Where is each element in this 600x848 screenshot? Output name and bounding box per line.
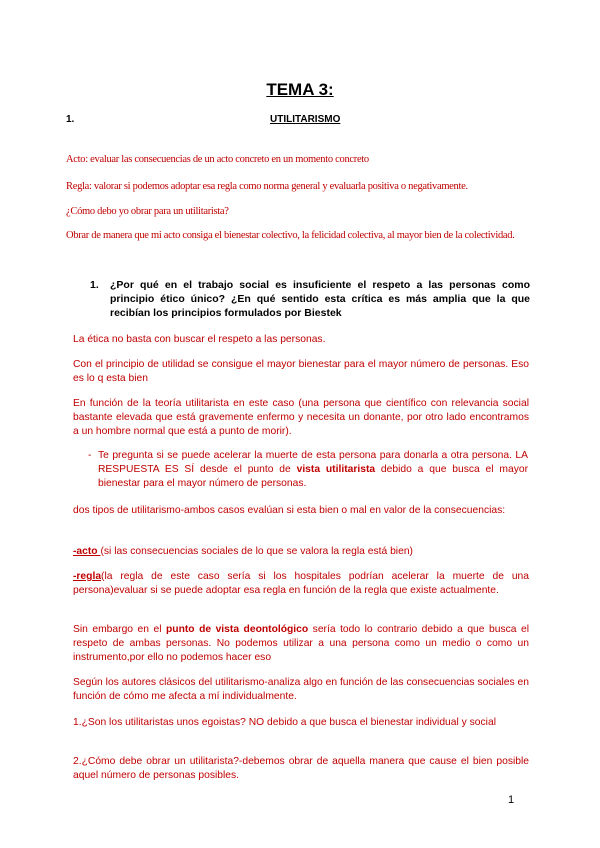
regla-definition bbox=[73, 570, 529, 598]
bullet-item bbox=[88, 449, 528, 491]
page-number: 1 bbox=[508, 794, 515, 806]
paragraph-5: Sin embargo en el punto de vista deontológico sería todo lo contrario debido a que busca el respeto de ambas personas. No podemos utilizar a una persona como un medio o como un instrumento,por ello no podemos hacer eso bbox=[73, 624, 529, 663]
paragraph-4: dos tipos de utilitarismo-ambos casos evalúan si esta bien o mal en valor de la consecuencias: bbox=[73, 505, 506, 516]
acto-definition bbox=[73, 545, 529, 559]
paragraph-7: 1.¿Son los utilitaristas unos egoistas? NO debido a que busca el bienestar individual y social bbox=[73, 717, 496, 728]
note-question: ¿Cómo debo yo obrar para un utilitarista? bbox=[66, 206, 229, 217]
question-1 bbox=[90, 278, 530, 320]
section-number: 1. bbox=[66, 114, 75, 125]
note-answer: Obrar de manera que mi acto consiga el bienestar colectivo, la felicidad colectiva, al mayor bien de la colectividad. bbox=[66, 230, 515, 241]
bullet-dash: - bbox=[88, 450, 92, 461]
acto-text: (si las consecuencias sociales de lo que se valora la regla está bien) bbox=[100, 546, 413, 557]
paragraph-1: La ética no basta con buscar el respeto a las personas. bbox=[73, 334, 326, 345]
acto-label: -acto bbox=[73, 546, 101, 557]
bullet-text: Te pregunta si se puede acelerar la muerte de esta persona para donarla a otra persona. LA RESPUESTA ES SÍ desde el punto de vista utilitarista debido a que busca el mayor bienestar para el mayor número de personas. bbox=[98, 450, 528, 489]
paragraph-8: 2.¿Cómo debe obrar un utilitarista?-debemos obrar de aquella manera que cause el bien posible aquel número de personas posibles. bbox=[73, 756, 529, 781]
paragraph-2: Con el principio de utilidad se consigue el mayor bienestar para el mayor número de personas. Eso es lo q esta bien bbox=[73, 359, 529, 384]
question-text: ¿Por qué en el trabajo social es insuficiente el respeto a las personas como principio ético único? ¿En qué sentido esta crítica es más amplia que la que recibían los principios formulados por Biestek bbox=[110, 279, 530, 319]
paragraph-6: Según los autores clásicos del utilitarismo-analiza algo en función de las consecuencias sociales en función de cómo me afecta a mí individualmente. bbox=[73, 677, 529, 702]
paragraph-3: En función de la teoría utilitarista en este caso (una persona que científico con relevancia social bastante elevada que está gravemente enfermo y necesita un donante, por otro lado encontramos a un hombre normal que está a punto de morir). bbox=[73, 398, 529, 437]
question-number: 1. bbox=[90, 279, 99, 291]
regla-text: (la regla de este caso sería si los hospitales podrían acelerar la muerte de una persona)evaluar si se puede adoptar esa regla en función de la regla que existe actualmente. bbox=[73, 571, 529, 596]
note-regla: Regla: valorar si podemos adoptar esa regla como norma general y evaluarla positiva o negativamente. bbox=[66, 181, 468, 192]
page-title: TEMA 3: bbox=[266, 80, 334, 99]
note-acto: Acto: evaluar las consecuencias de un acto concreto en un momento concreto bbox=[66, 154, 369, 165]
section-title: UTILITARISMO bbox=[270, 114, 341, 125]
regla-label: -regla bbox=[73, 571, 102, 582]
